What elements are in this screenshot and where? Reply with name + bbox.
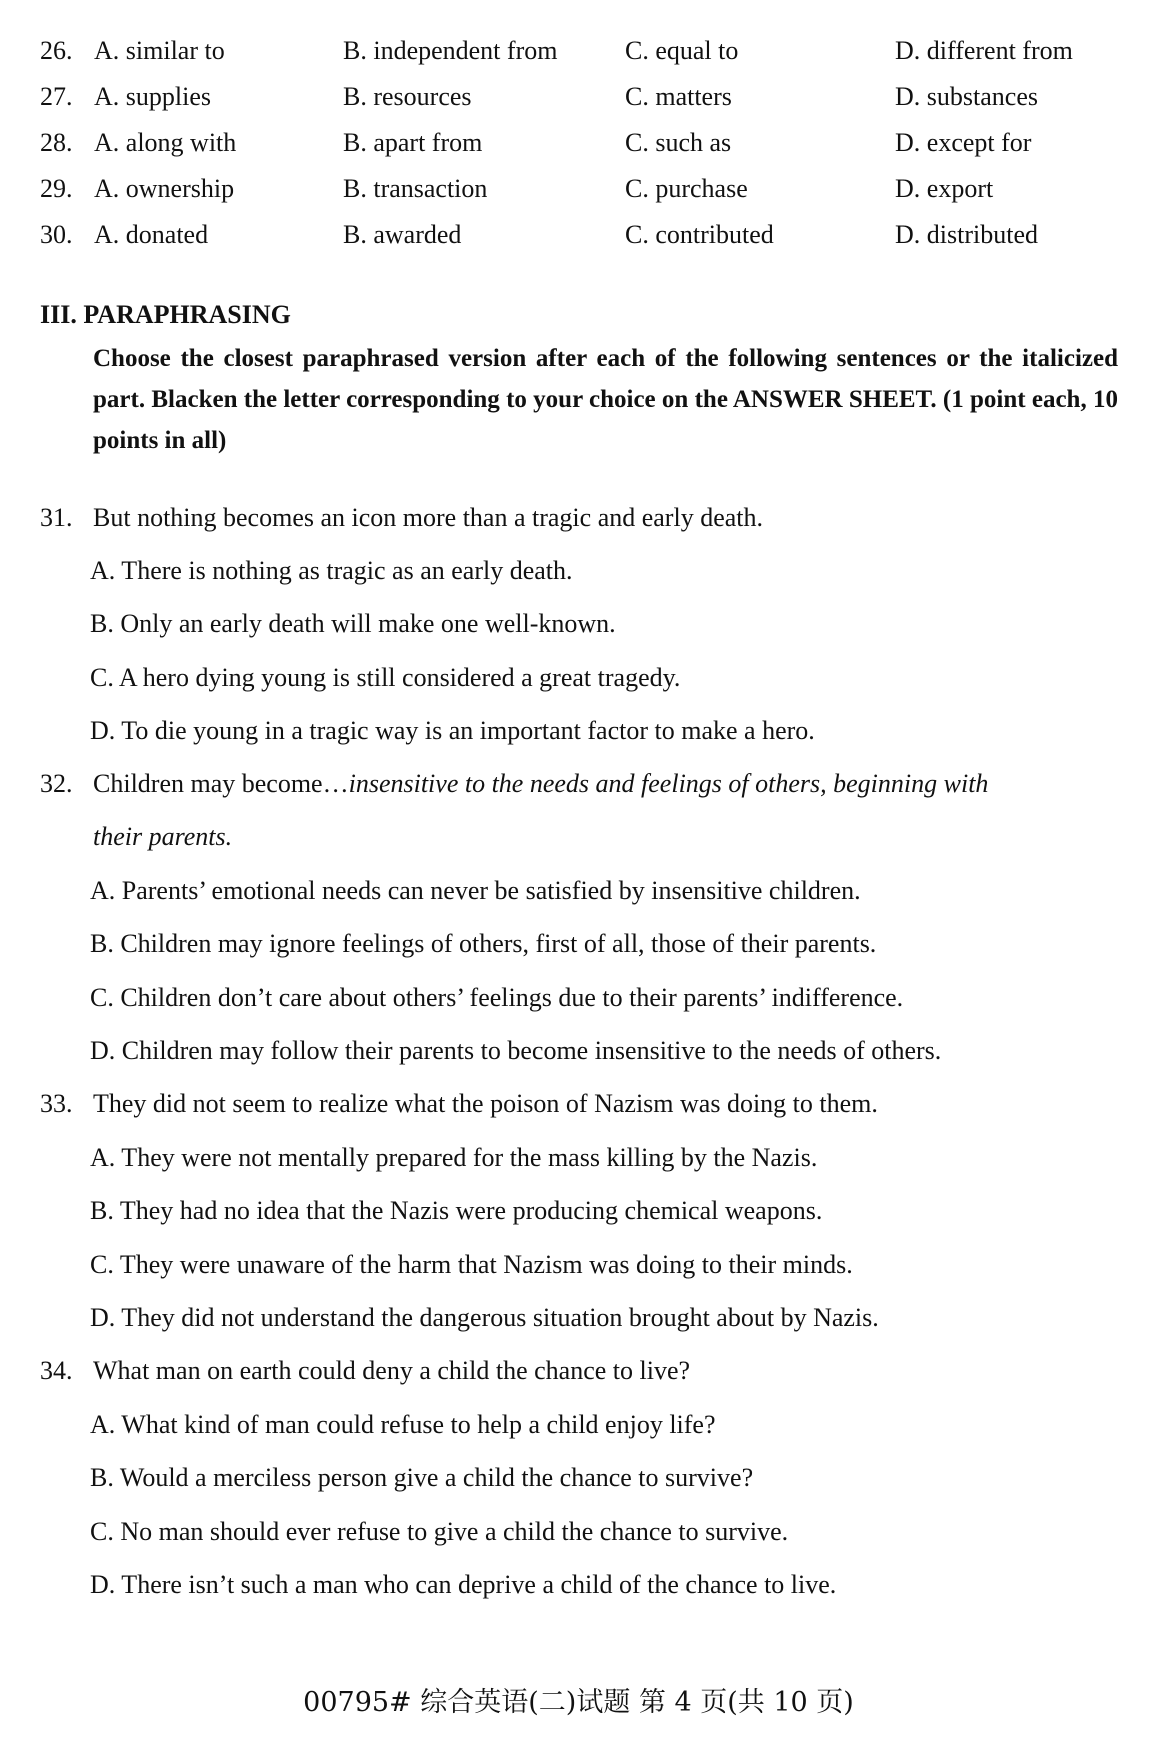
option-a: A. donated bbox=[94, 220, 209, 249]
option-a: A. supplies bbox=[94, 82, 211, 111]
question-number: 32. bbox=[40, 769, 73, 798]
question-34 bbox=[40, 1356, 690, 1386]
question-number: 34. bbox=[40, 1356, 73, 1385]
option-d: D. except for bbox=[895, 128, 1032, 157]
choice-33-d: D. They did not understand the dangerous situation brought about by Nazis. bbox=[90, 1303, 879, 1332]
page-footer: 00795# 综合英语(二)试题 第 4 页(共 10 页) bbox=[303, 1687, 854, 1718]
option-c: C. purchase bbox=[625, 174, 748, 203]
question-stem: But nothing becomes an icon more than a tragic and early death. bbox=[93, 503, 763, 532]
options-row-26 bbox=[40, 36, 1120, 76]
choice-31-b: B. Only an early death will make one well-known. bbox=[90, 609, 616, 638]
option-a: A. along with bbox=[94, 128, 237, 157]
question-31 bbox=[40, 503, 763, 533]
option-c: C. matters bbox=[625, 82, 732, 111]
option-b: B. resources bbox=[343, 82, 472, 111]
question-number: 30. bbox=[40, 220, 73, 249]
question-number: 27. bbox=[40, 82, 73, 111]
section-title: III. PARAPHRASING bbox=[40, 300, 291, 329]
question-stem-italic: insensitive to the needs and feelings of others, beginning with bbox=[348, 769, 989, 798]
option-d: D. distributed bbox=[895, 220, 1038, 249]
choice-33-c: C. They were unaware of the harm that Nazism was doing to their minds. bbox=[90, 1250, 853, 1279]
question-stem: What man on earth could deny a child the chance to live? bbox=[93, 1356, 691, 1385]
option-b: B. awarded bbox=[343, 220, 462, 249]
option-b: B. transaction bbox=[343, 174, 488, 203]
section-instructions: Choose the closest paraphrased version after each of the following sentences or the italicized part. Blacken the letter corresponding to your choice on the ANSWER SHEET. (1 point each, 10 points in all) bbox=[93, 345, 1118, 454]
choice-34-a: A. What kind of man could refuse to help a child enjoy life? bbox=[90, 1410, 716, 1439]
question-32 bbox=[40, 769, 988, 799]
choice-34-d: D. There isn’t such a man who can deprive a child of the chance to live. bbox=[90, 1570, 837, 1599]
option-d: D. substances bbox=[895, 82, 1038, 111]
option-d: D. export bbox=[895, 174, 994, 203]
question-33 bbox=[40, 1089, 878, 1119]
choice-34-b: B. Would a merciless person give a child the chance to survive? bbox=[90, 1463, 754, 1492]
choice-33-a: A. They were not mentally prepared for the mass killing by the Nazis. bbox=[90, 1143, 818, 1172]
choice-32-d: D. Children may follow their parents to become insensitive to the needs of others. bbox=[90, 1036, 942, 1065]
option-a: A. ownership bbox=[94, 174, 235, 203]
option-d: D. different from bbox=[895, 36, 1073, 65]
options-row-28 bbox=[40, 128, 1120, 168]
choice-32-a: A. Parents’ emotional needs can never be satisfied by insensitive children. bbox=[90, 876, 861, 905]
choice-31-c: C. A hero dying young is still considered a great tragedy. bbox=[90, 663, 681, 692]
question-number: 33. bbox=[40, 1089, 73, 1118]
question-number: 31. bbox=[40, 503, 73, 532]
option-b: B. apart from bbox=[343, 128, 483, 157]
choice-33-b: B. They had no idea that the Nazis were producing chemical weapons. bbox=[90, 1196, 823, 1225]
option-c: C. equal to bbox=[625, 36, 739, 65]
options-row-29 bbox=[40, 174, 1120, 214]
options-row-30 bbox=[40, 220, 1120, 260]
question-number: 26. bbox=[40, 36, 73, 65]
option-b: B. independent from bbox=[343, 36, 558, 65]
question-stem-italic-continued: their parents. bbox=[93, 822, 233, 851]
choice-34-c: C. No man should ever refuse to give a child the chance to survive. bbox=[90, 1517, 789, 1546]
option-c: C. such as bbox=[625, 128, 732, 157]
question-stem: They did not seem to realize what the poison of Nazism was doing to them. bbox=[93, 1089, 878, 1118]
choice-32-b: B. Children may ignore feelings of others, first of all, those of their parents. bbox=[90, 929, 877, 958]
question-stem-prefix: Children may become… bbox=[93, 769, 349, 798]
option-c: C. contributed bbox=[625, 220, 774, 249]
choice-31-a: A. There is nothing as tragic as an early death. bbox=[90, 556, 573, 585]
question-number: 28. bbox=[40, 128, 73, 157]
choice-32-c: C. Children don’t care about others’ feelings due to their parents’ indifference. bbox=[90, 983, 904, 1012]
option-a: A. similar to bbox=[94, 36, 225, 65]
options-row-27 bbox=[40, 82, 1120, 122]
choice-31-d: D. To die young in a tragic way is an important factor to make a hero. bbox=[90, 716, 815, 745]
question-number: 29. bbox=[40, 174, 73, 203]
